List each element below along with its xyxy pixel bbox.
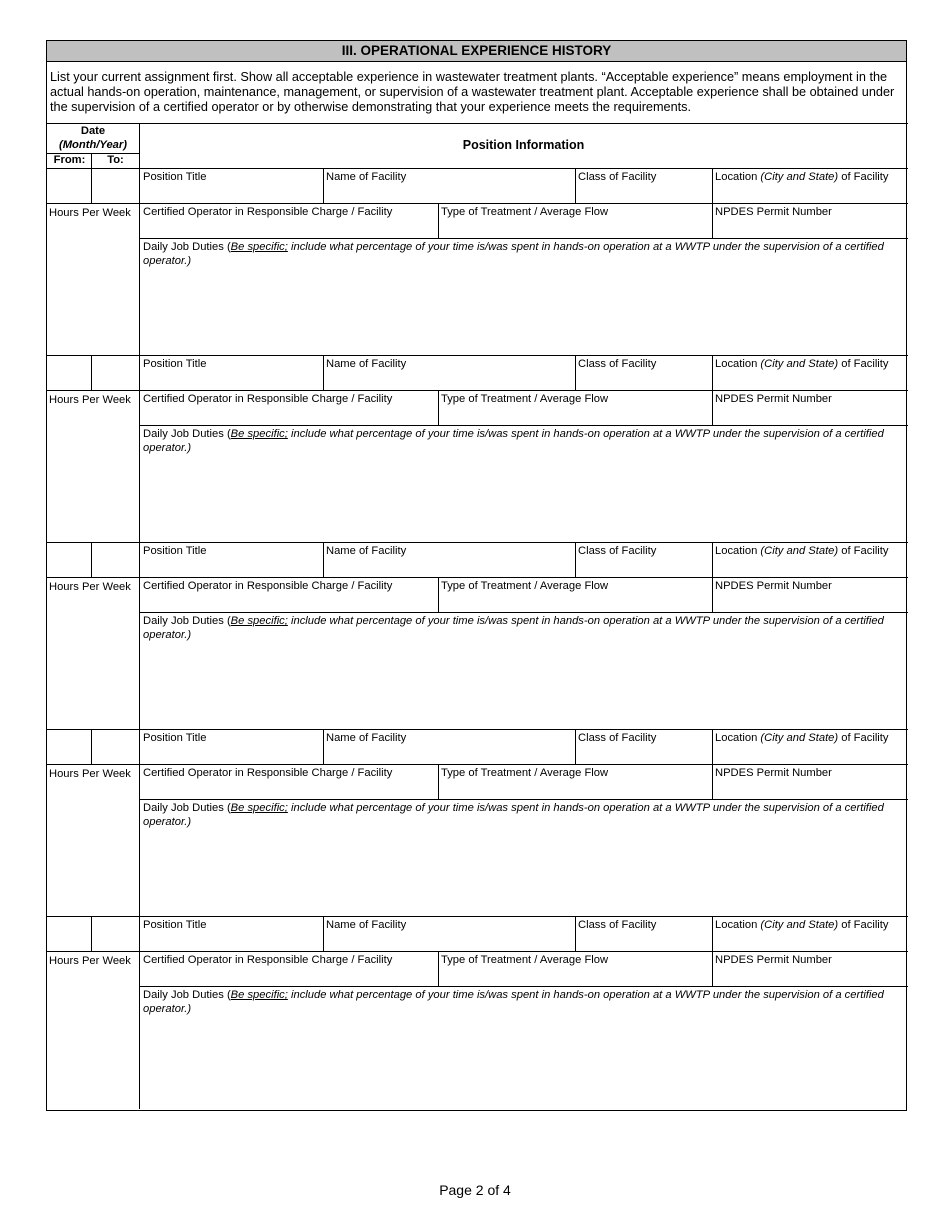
class-of-facility-label: Class of Facility [578,171,657,183]
type-of-treatment-label: Type of Treatment / Average Flow [441,767,609,779]
daily-job-duties-label: Daily Job Duties (Be specific; include what percentage of your time is/was spent in hands-on operation at a WWTP under the supervision of a certified operator.) [143,615,884,641]
divider [575,729,576,765]
divider [575,168,576,204]
certified-operator-label: Certified Operator in Responsible Charge / Facility [143,954,393,966]
position-title-label: Position Title [143,358,207,370]
divider [712,916,713,952]
divider [91,542,92,578]
position-title-label: Position Title [143,732,207,744]
divider [47,390,908,391]
divider [323,729,324,765]
divider [323,542,324,578]
type-of-treatment-label: Type of Treatment / Average Flow [441,206,609,218]
divider [47,542,908,543]
divider [139,425,908,426]
divider [47,729,908,730]
divider [47,203,908,204]
location-label: Location (City and State) of Facility [715,919,889,931]
daily-job-duties-label: Daily Job Duties (Be specific; include what percentage of your time is/was spent in hands-on operation at a WWTP under the supervision of a certified operator.) [143,989,884,1015]
divider [47,577,908,578]
divider [139,123,140,1109]
divider [47,764,908,765]
daily-job-duties-label: Daily Job Duties (Be specific; include what percentage of your time is/was spent in hands-on operation at a WWTP under the supervision of a certified operator.) [143,241,884,267]
location-label: Location (City and State) of Facility [715,545,889,557]
class-of-facility-label: Class of Facility [578,732,657,744]
hours-per-week-label: Hours Per Week [49,394,131,406]
to-header: To: [107,154,124,166]
divider [438,764,439,799]
date-header: Date [80,125,106,137]
divider [323,168,324,204]
daily-job-duties-label: Daily Job Duties (Be specific; include what percentage of your time is/was spent in hands-on operation at a WWTP under the supervision of a certified operator.) [143,802,884,828]
type-of-treatment-label: Type of Treatment / Average Flow [441,393,609,405]
position-title-label: Position Title [143,171,207,183]
certified-operator-label: Certified Operator in Responsible Charge / Facility [143,206,393,218]
hours-per-week-label: Hours Per Week [49,207,131,219]
divider [139,238,908,239]
divider [139,986,908,987]
divider [712,729,713,765]
divider [712,951,713,986]
divider [91,355,92,391]
class-of-facility-label: Class of Facility [578,358,657,370]
name-of-facility-label: Name of Facility [326,358,407,370]
divider [712,203,713,238]
certified-operator-label: Certified Operator in Responsible Charge / Facility [143,767,393,779]
location-label: Location (City and State) of Facility [715,358,889,370]
divider [438,951,439,986]
divider [712,577,713,612]
page-number: Page 2 of 4 [439,1182,511,1198]
from-header: From: [53,154,86,166]
divider [575,542,576,578]
experience-form [46,40,907,1111]
npdes-permit-label: NPDES Permit Number [715,580,832,592]
npdes-permit-label: NPDES Permit Number [715,393,832,405]
location-label: Location (City and State) of Facility [715,732,889,744]
divider [712,764,713,799]
divider [139,799,908,800]
position-information-header: Position Information [462,138,585,152]
hours-per-week-label: Hours Per Week [49,955,131,967]
divider [91,916,92,952]
divider [575,916,576,952]
divider [91,168,92,204]
divider [47,355,908,356]
name-of-facility-label: Name of Facility [326,171,407,183]
divider [47,123,908,124]
divider [323,916,324,952]
location-label: Location (City and State) of Facility [715,171,889,183]
divider [47,916,908,917]
position-title-label: Position Title [143,919,207,931]
name-of-facility-label: Name of Facility [326,545,407,557]
divider [438,390,439,425]
section-title: III. OPERATIONAL EXPERIENCE HISTORY [47,41,906,62]
divider [712,390,713,425]
divider [438,203,439,238]
divider [139,612,908,613]
divider [712,542,713,578]
name-of-facility-label: Name of Facility [326,732,407,744]
divider [47,168,908,169]
divider [712,355,713,391]
class-of-facility-label: Class of Facility [578,919,657,931]
divider [47,951,908,952]
type-of-treatment-label: Type of Treatment / Average Flow [441,954,609,966]
instructions-text: List your current assignment first. Show all acceptable experience in wastewater treatment plants. “Acceptable experience” means employment in the actual hands-on operation, maintenance, management, or supervision of a wastewater treatment plant. Acceptable experience shall be obtained under the supervision of a certified operator or by otherwise demonstrating that your experience meets the requirements. [50,70,895,114]
divider [323,355,324,391]
name-of-facility-label: Name of Facility [326,919,407,931]
type-of-treatment-label: Type of Treatment / Average Flow [441,580,609,592]
certified-operator-label: Certified Operator in Responsible Charge / Facility [143,580,393,592]
certified-operator-label: Certified Operator in Responsible Charge / Facility [143,393,393,405]
npdes-permit-label: NPDES Permit Number [715,767,832,779]
divider [91,729,92,765]
hours-per-week-label: Hours Per Week [49,768,131,780]
npdes-permit-label: NPDES Permit Number [715,954,832,966]
divider [575,355,576,391]
daily-job-duties-label: Daily Job Duties (Be specific; include what percentage of your time is/was spent in hands-on operation at a WWTP under the supervision of a certified operator.) [143,428,884,454]
hours-per-week-label: Hours Per Week [49,581,131,593]
month-year-header: (Month/Year) [59,139,127,151]
divider [712,168,713,204]
class-of-facility-label: Class of Facility [578,545,657,557]
npdes-permit-label: NPDES Permit Number [715,206,832,218]
divider [438,577,439,612]
position-title-label: Position Title [143,545,207,557]
divider [91,153,92,168]
